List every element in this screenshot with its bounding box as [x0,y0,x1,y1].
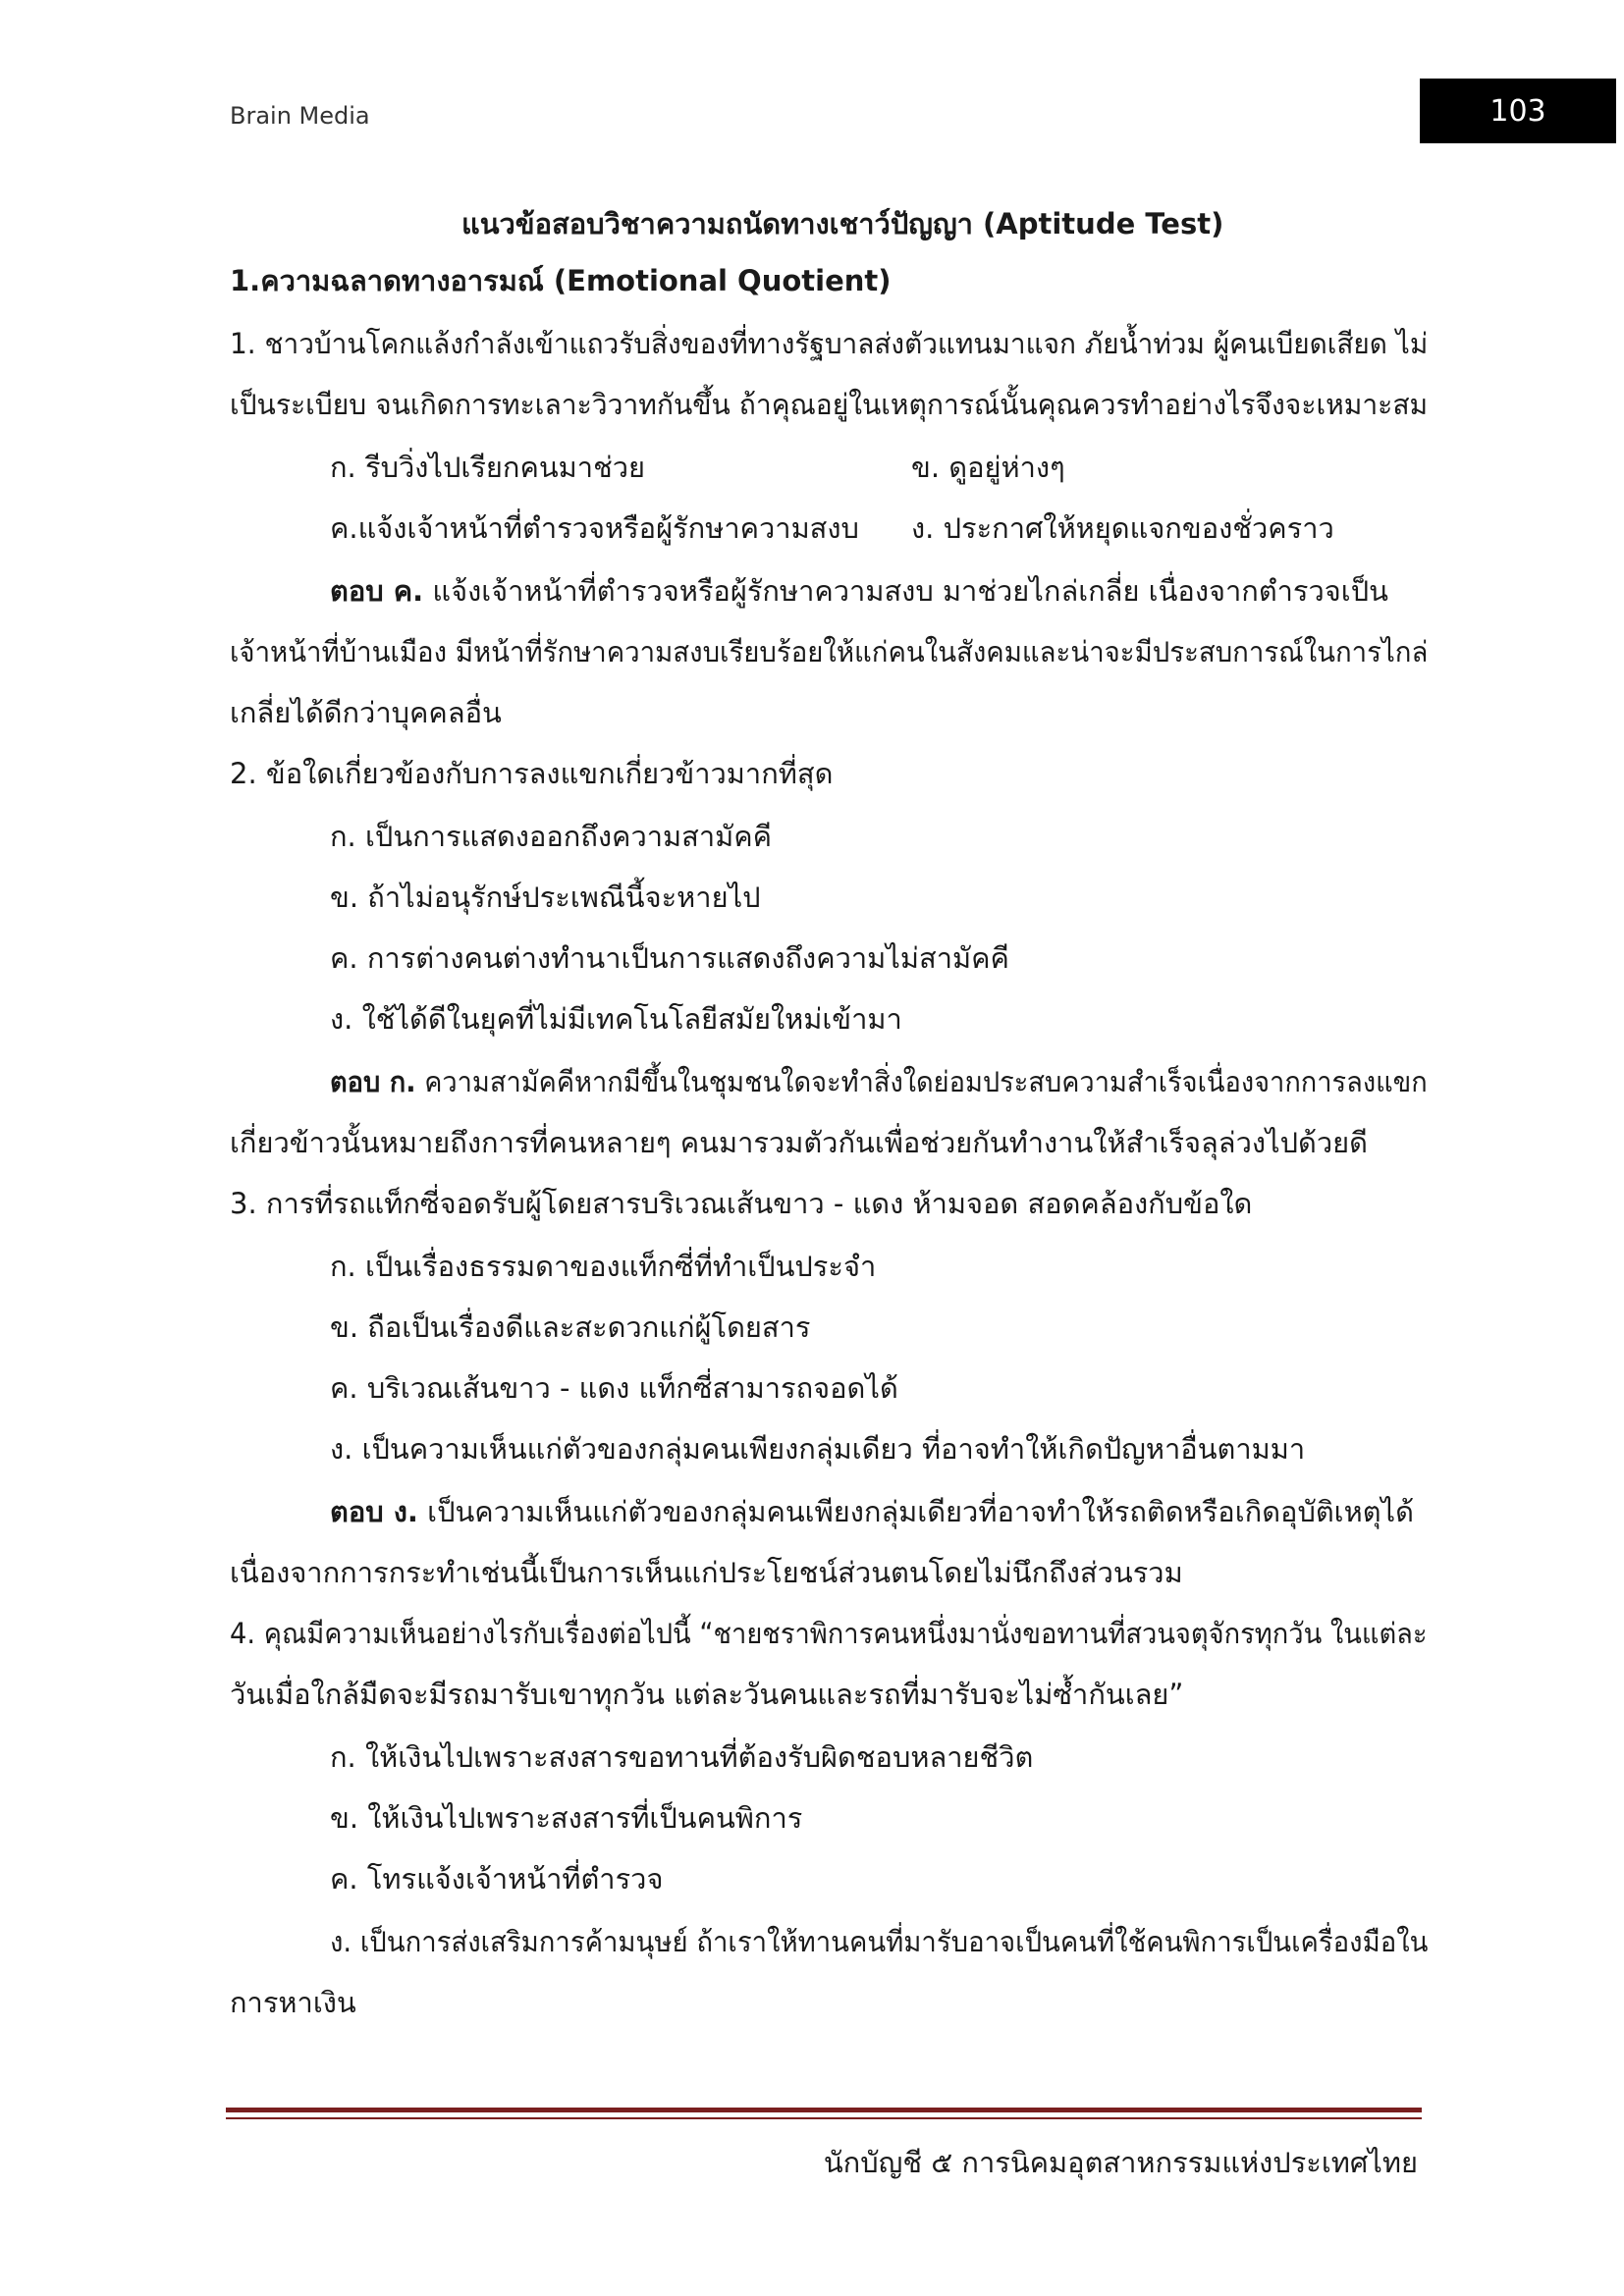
question-4-option-a: ก. ให้เงินไปเพราะสงสารขอทานที่ต้องรับผิดชอบหลายชีวิต [330,1740,1034,1774]
answer-label: ตอบ ก. [330,1065,416,1098]
question-3-line-1: 3. การที่รถแท็กซี่จอดรับผู้โดยสารบริเวณเส้นขาว - แดง ห้ามจอด สอดคล้องกับข้อใด [230,1187,1253,1220]
footer-text: นักบัญชี ๕ การนิคมอุตสาหกรรมแห่งประเทศไทย [823,2146,1418,2179]
answer-label: ตอบ ง. [330,1495,418,1528]
question-2-answer-line-1 [330,1062,1428,1101]
question-4-option-d-line-2: การหาเงิน [230,1986,356,2019]
question-2-line-1: 2. ข้อใดเกี่ยวข้องกับการลงแขกเกี่ยวข้าวมากที่สุด [230,757,834,790]
question-1-answer-line-1 [330,571,1388,611]
question-4-line-1: 4. คุณมีความเห็นอย่างไรกับเรื่องต่อไปนี้ “ชายชราพิการคนหนึ่งมานั่งขอทานที่สวนจตุจักรทุกวัน ในแต่ละ [230,1617,1428,1650]
question-1-option-c: ค.แจ้งเจ้าหน้าที่ตำรวจหรือผู้รักษาความสงบ [330,511,859,545]
answer-text: แจ้งเจ้าหน้าที่ตำรวจหรือผู้รักษาความสงบ มาช่วยไกล่เกลี่ย เนื่องจากตำรวจเป็น [423,574,1388,608]
section-heading: 1.ความฉลาดทางอารมณ์ (Emotional Quotient) [230,264,892,297]
question-1-line-1: 1. ชาวบ้านโคกแล้งกำลังเข้าแถวรับสิ่งของที่ทางรัฐบาลส่งตัวแทนมาแจก ภัยน้ำท่วม ผู้คนเบียดเสียด ไม่ [230,327,1429,360]
question-1-option-a: ก. รีบวิ่งไปเรียกคนมาช่วย [330,451,646,484]
question-2-answer-line-2: เกี่ยวข้าวนั้นหมายถึงการที่คนหลายๆ คนมารวมตัวกันเพื่อช่วยกันทำงานให้สำเร็จลุล่วงไปด้วยดี [230,1126,1368,1159]
header-brand: Brain Media [230,102,370,130]
question-3-option-d: ง. เป็นความเห็นแก่ตัวของกลุ่มคนเพียงกลุ่มเดียว ที่อาจทำให้เกิดปัญหาอื่นตามมา [330,1432,1306,1466]
question-1-line-2: เป็นระเบียบ จนเกิดการทะเลาะวิวาทกันขึ้น ถ้าคุณอยู่ในเหตุการณ์นั้นคุณควรทำอย่างไรจึงจะเหมาะสม [230,388,1429,421]
answer-label: ตอบ ค. [330,574,424,608]
question-3-option-b: ข. ถือเป็นเรื่องดีและสะดวกแก่ผู้โดยสาร [330,1310,811,1344]
question-2-option-a: ก. เป็นการแสดงออกถึงความสามัคคี [330,820,773,853]
question-4-option-b: ข. ให้เงินไปเพราะสงสารที่เป็นคนพิการ [330,1801,803,1835]
question-1-option-b: ข. ดูอยู่ห่างๆ [911,451,1065,484]
question-4-line-2: วันเมื่อใกล้มืดจะมีรถมารับเขาทุกวัน แต่ละวันคนและรถที่มารับจะไม่ซ้ำกันเลย” [230,1678,1184,1711]
question-4-option-c: ค. โทรแจ้งเจ้าหน้าที่ตำรวจ [330,1862,664,1896]
question-3-option-a: ก. เป็นเรื่องธรรมดาของแท็กซี่ที่ทำเป็นประจำ [330,1250,877,1283]
footer-rule-thin [226,2117,1422,2119]
page-number: 103 [1420,79,1616,143]
question-3-answer-line-1 [330,1492,1414,1531]
question-4-option-d-line-1: ง. เป็นการส่งเสริมการค้ามนุษย์ ถ้าเราให้ทานคนที่มารับอาจเป็นคนที่ใช้คนพิการเป็นเครื่องมือใน [330,1925,1429,1958]
question-2-option-b: ข. ถ้าไม่อนุรักษ์ประเพณีนี้จะหายไป [330,881,761,914]
question-1-answer-line-2: เจ้าหน้าที่บ้านเมือง มีหน้าที่รักษาความสงบเรียบร้อยให้แก่คนในสังคมและน่าจะมีประสบการณ์ในการไกล่ [230,635,1429,668]
question-1-answer-line-3: เกลี่ยได้ดีกว่าบุคคลอื่น [230,696,502,729]
question-3-answer-line-2: เนื่องจากการกระทำเช่นนี้เป็นการเห็นแก่ประโยชน์ส่วนตนโดยไม่นึกถึงส่วนรวม [230,1556,1183,1589]
footer-rule-thick [226,2108,1422,2112]
document-title: แนวข้อสอบวิชาความถนัดทางเชาว์ปัญญา (Aptitude Test) [461,207,1224,240]
question-1-option-d: ง. ประกาศให้หยุดแจกของชั่วคราว [911,511,1334,545]
question-2-option-c: ค. การต่างคนต่างทำนาเป็นการแสดงถึงความไม่สามัคคี [330,941,1009,975]
answer-text: ความสามัคคีหากมีขึ้นในชุมชนใดจะทำสิ่งใดย่อมประสบความสำเร็จเนื่องจากการลงแขก [415,1065,1428,1098]
answer-text: เป็นความเห็นแก่ตัวของกลุ่มคนเพียงกลุ่มเดียวที่อาจทำให้รถติดหรือเกิดอุบัติเหตุได้ [417,1495,1414,1528]
question-3-option-c: ค. บริเวณเส้นขาว - แดง แท็กซี่สามารถจอดได้ [330,1371,898,1405]
question-2-option-d: ง. ใช้ได้ดีในยุคที่ไม่มีเทคโนโลยีสมัยใหม่เข้ามา [330,1002,902,1036]
